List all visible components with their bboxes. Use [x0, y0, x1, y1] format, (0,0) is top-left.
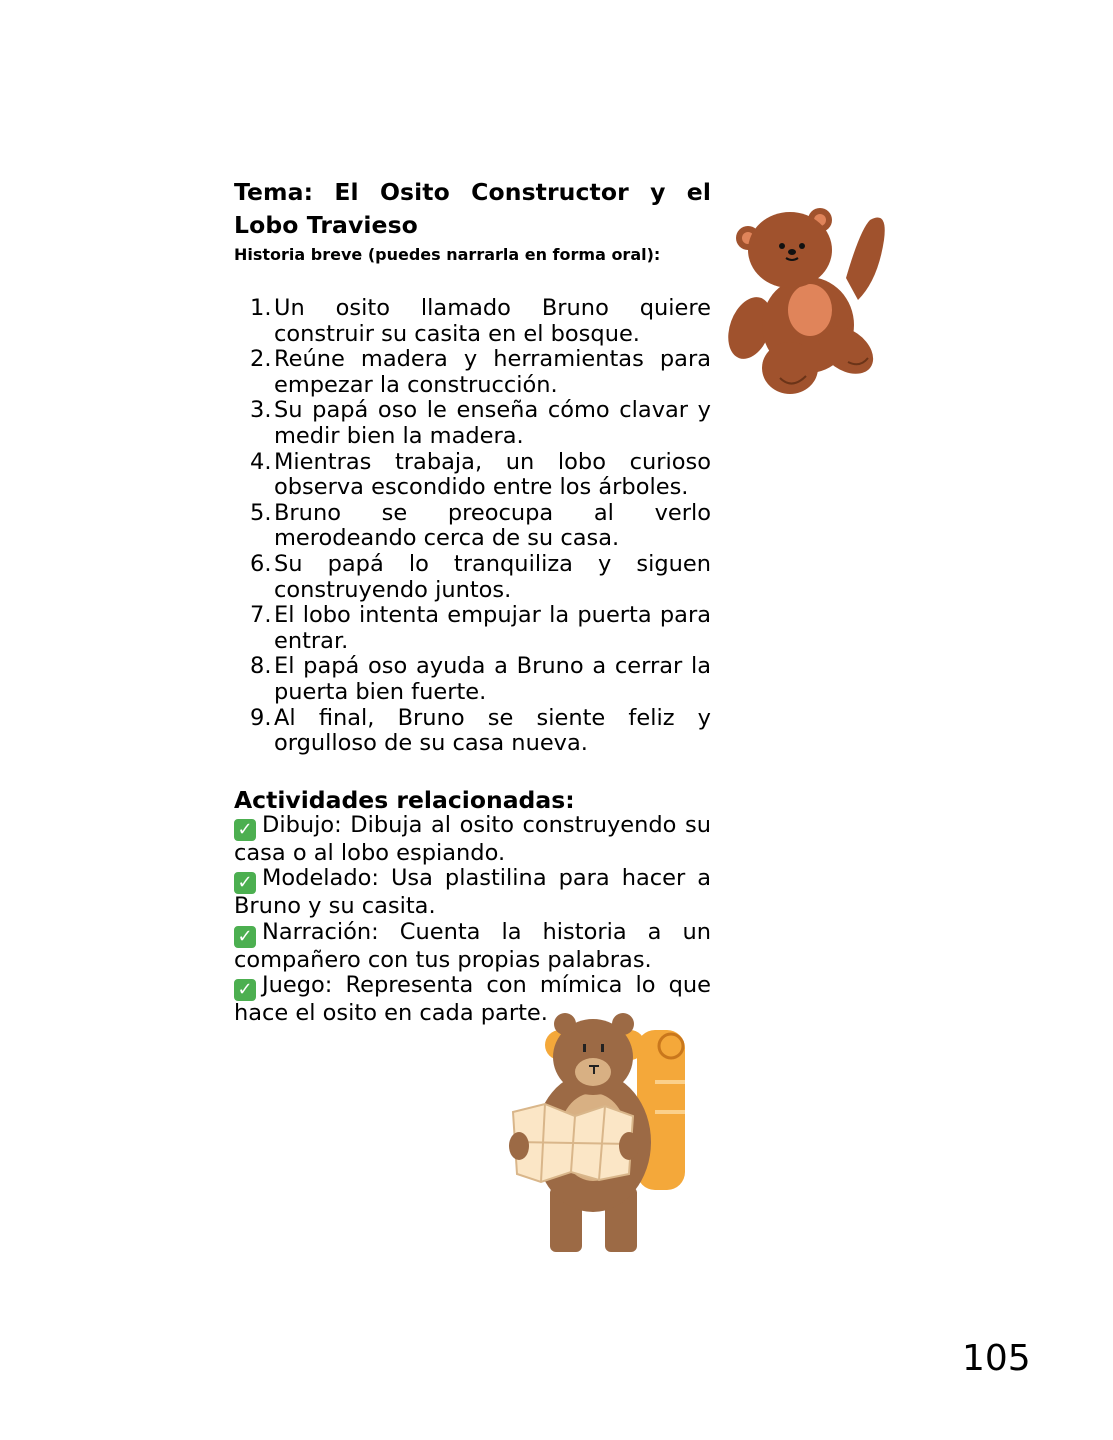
list-item — [234, 450, 711, 501]
check-mark-icon: ✓ — [234, 872, 256, 894]
activity-text: Narración: Cuenta la historia a un compañero con tus propias palabras. — [234, 918, 711, 973]
list-text: Reúne madera y herramientas para empezar la construcción. — [274, 346, 711, 398]
list-number: 6. — [250, 550, 272, 577]
list-number: 2. — [250, 346, 272, 373]
list-text: El lobo intenta empujar la puerta para entrar. — [274, 602, 711, 654]
check-mark-icon: ✓ — [234, 979, 256, 1001]
page-number: 105 — [962, 1338, 1031, 1379]
activity-item — [234, 920, 711, 974]
list-number: 4. — [250, 448, 272, 475]
check-mark-icon: ✓ — [234, 926, 256, 948]
list-text: Su papá lo tranquiliza y siguen construyendo juntos. — [274, 550, 711, 603]
list-text: Mientras trabaja, un lobo curioso observa escondido entre los árboles. — [274, 448, 711, 501]
activities-heading: Actividades relacionadas: — [234, 785, 575, 814]
list-text: Un osito llamado Bruno quiere construir su casita en el bosque. — [274, 295, 711, 347]
page-title: Tema: El Osito Constructor y el Lobo Travieso — [234, 178, 711, 239]
list-number: 5. — [250, 499, 272, 526]
list-item — [234, 552, 711, 603]
page-subtitle: Historia breve (puedes narrarla en forma oral): — [234, 245, 661, 264]
check-mark-icon: ✓ — [234, 819, 256, 841]
activity-item — [234, 813, 711, 867]
list-number: 7. — [250, 602, 272, 629]
list-item — [234, 398, 711, 449]
list-number: 8. — [250, 653, 272, 680]
list-text: Al final, Bruno se siente feliz y orgulloso de su casa nueva. — [274, 704, 711, 757]
activity-text: Modelado: Usa plastilina para hacer a Bruno y su casita. — [234, 865, 711, 920]
list-number: 1. — [250, 295, 272, 321]
content-column — [234, 176, 711, 1027]
bear-with-map-illustration — [505, 1012, 695, 1257]
activity-item — [234, 866, 711, 920]
list-item — [234, 501, 711, 552]
list-item — [234, 654, 711, 705]
list-number: 3. — [250, 397, 272, 424]
list-text: Su papá oso le enseña cómo clavar y medir bien la madera. — [274, 397, 711, 449]
list-text: El papá oso ayuda a Bruno a cerrar la puerta bien fuerte. — [274, 653, 711, 705]
activities-list — [234, 813, 711, 1027]
activity-text: Dibujo: Dibuja al osito construyendo su casa o al lobo espiando. — [234, 811, 711, 866]
list-item — [234, 296, 711, 347]
story-list — [234, 296, 711, 757]
list-item — [234, 706, 711, 757]
teddy-bear-waving-illustration — [728, 200, 888, 400]
list-item — [234, 603, 711, 654]
list-item — [234, 347, 711, 398]
list-text: Bruno se preocupa al verlo merodeando cerca de su casa. — [274, 499, 711, 552]
list-number: 9. — [250, 704, 272, 731]
activity-text: Juego: Representa con mímica lo que hace el osito en cada parte. — [234, 972, 711, 1027]
